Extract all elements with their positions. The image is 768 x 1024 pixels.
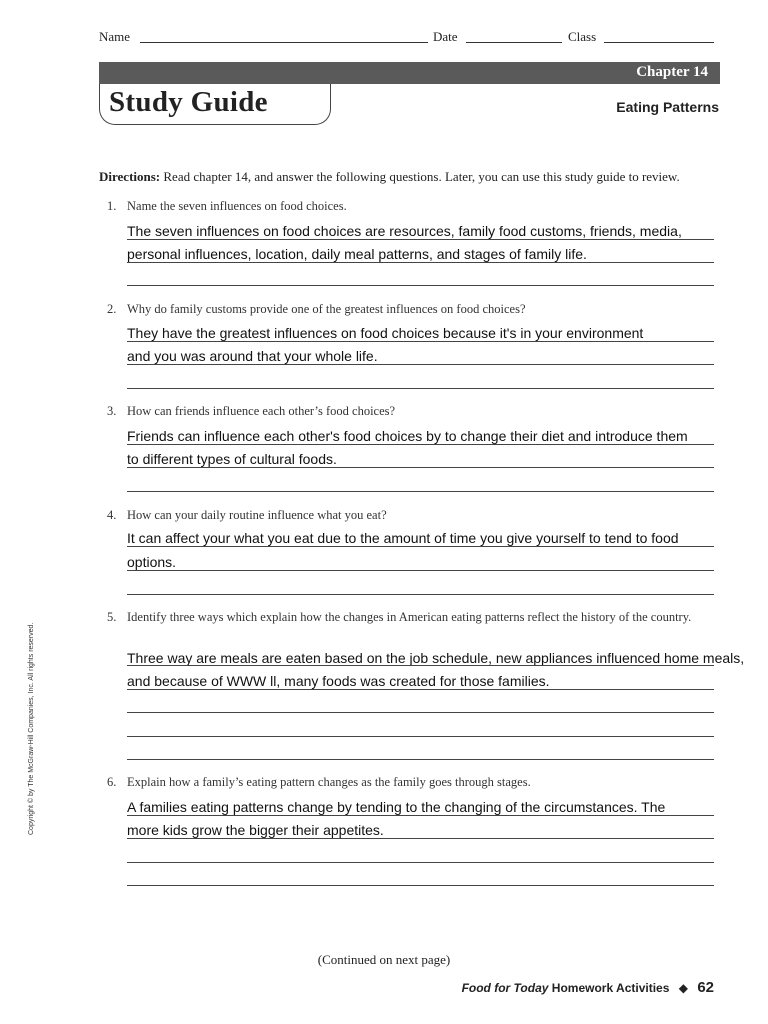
answer-2-line-1[interactable]: They have the greatest influences on food choices because it's in your environment (127, 325, 644, 341)
page-number: 62 (697, 979, 714, 996)
answer-rule (127, 570, 714, 571)
question-text: How can friends influence each other’s food choices? (127, 404, 396, 418)
answer-rule[interactable] (127, 862, 714, 863)
answer-rule[interactable] (127, 759, 714, 760)
class-field[interactable] (604, 42, 714, 43)
answer-1-line-1[interactable]: The seven influences on food choices are resources, family food customs, friends, media, (127, 223, 682, 239)
answer-4-line-2[interactable]: options. (127, 554, 177, 570)
class-label: Class (568, 29, 597, 44)
answer-6-line-2[interactable]: more kids grow the bigger their appetites. (127, 822, 384, 838)
answer-3-line-2[interactable]: to different types of cultural foods. (127, 451, 337, 467)
answer-rule (127, 444, 714, 445)
chapter-label: Chapter 14 (636, 64, 708, 80)
directions (99, 169, 680, 185)
copyright-notice: Copyright © by The McGraw-Hill Companies, Inc. All rights reserved. (28, 622, 35, 835)
question-text: Explain how a family’s eating pattern changes as the family goes through stages. (127, 775, 531, 789)
answer-rule (127, 665, 714, 666)
page-footer (462, 979, 714, 996)
question-number: 5. (107, 610, 117, 624)
chapter-subtitle: Eating Patterns (616, 99, 719, 115)
directions-label: Directions: (99, 169, 161, 184)
answer-2-line-2[interactable]: and you was around that your whole life. (127, 348, 378, 364)
chapter-bar (99, 62, 720, 84)
answer-5-line-2[interactable]: and because of WWW ll, many foods was created for those families. (127, 673, 550, 689)
question-number: 3. (107, 404, 117, 418)
answer-rule (127, 239, 714, 240)
book-suffix: Homework Activities (551, 981, 670, 995)
book-title: Food for Today (461, 981, 549, 995)
answer-rule (127, 838, 714, 839)
question-text: Why do family customs provide one of the greatest influences on food choices? (127, 302, 526, 316)
answer-rule[interactable] (127, 885, 714, 886)
answer-rule[interactable] (127, 285, 714, 286)
answer-4-line-1[interactable]: It can affect your what you eat due to the amount of time you give yourself to tend to food (127, 530, 679, 546)
answer-rule[interactable] (127, 712, 714, 713)
answer-6-line-1[interactable]: A families eating patterns change by tending to the changing of the circumstances. The (127, 799, 666, 815)
answer-rule[interactable] (127, 491, 714, 492)
continued-note: (Continued on next page) (317, 952, 451, 967)
question-number: 4. (107, 508, 117, 522)
answer-5-line-1[interactable]: Three way are meals are eaten based on the job schedule, new appliances influenced home meals, (127, 650, 745, 666)
study-guide-title-box (99, 84, 331, 125)
answer-1-line-2[interactable]: personal influences, location, daily meal patterns, and stages of family life. (127, 246, 587, 262)
answer-3-line-1[interactable]: Friends can influence each other's food choices by to change their diet and introduce them (127, 428, 688, 444)
question-text: Identify three ways which explain how the changes in American eating patterns reflect the history of the country. (127, 610, 692, 624)
directions-text: Read chapter 14, and answer the following questions. Later, you can use this study guide to review. (163, 169, 680, 184)
date-label: Date (433, 29, 458, 44)
answer-rule (127, 467, 714, 468)
diamond-icon: ◆ (678, 981, 688, 995)
answer-rule (127, 546, 714, 547)
answer-rule (127, 689, 714, 690)
question-text: Name the seven influences on food choices. (127, 199, 347, 213)
answer-rule[interactable] (127, 736, 714, 737)
name-label: Name (99, 29, 131, 44)
page-title: Study Guide (109, 86, 268, 118)
answer-rule (127, 364, 714, 365)
answer-rule (127, 815, 714, 816)
question-number: 2. (107, 302, 117, 316)
answer-rule[interactable] (127, 388, 714, 389)
answer-rule (127, 341, 714, 342)
date-field[interactable] (466, 42, 562, 43)
question-number: 6. (107, 775, 117, 789)
question-number: 1. (107, 199, 117, 213)
name-field[interactable] (140, 42, 428, 43)
question-text: How can your daily routine influence what you eat? (127, 508, 387, 522)
answer-rule[interactable] (127, 594, 714, 595)
answer-rule (127, 262, 714, 263)
